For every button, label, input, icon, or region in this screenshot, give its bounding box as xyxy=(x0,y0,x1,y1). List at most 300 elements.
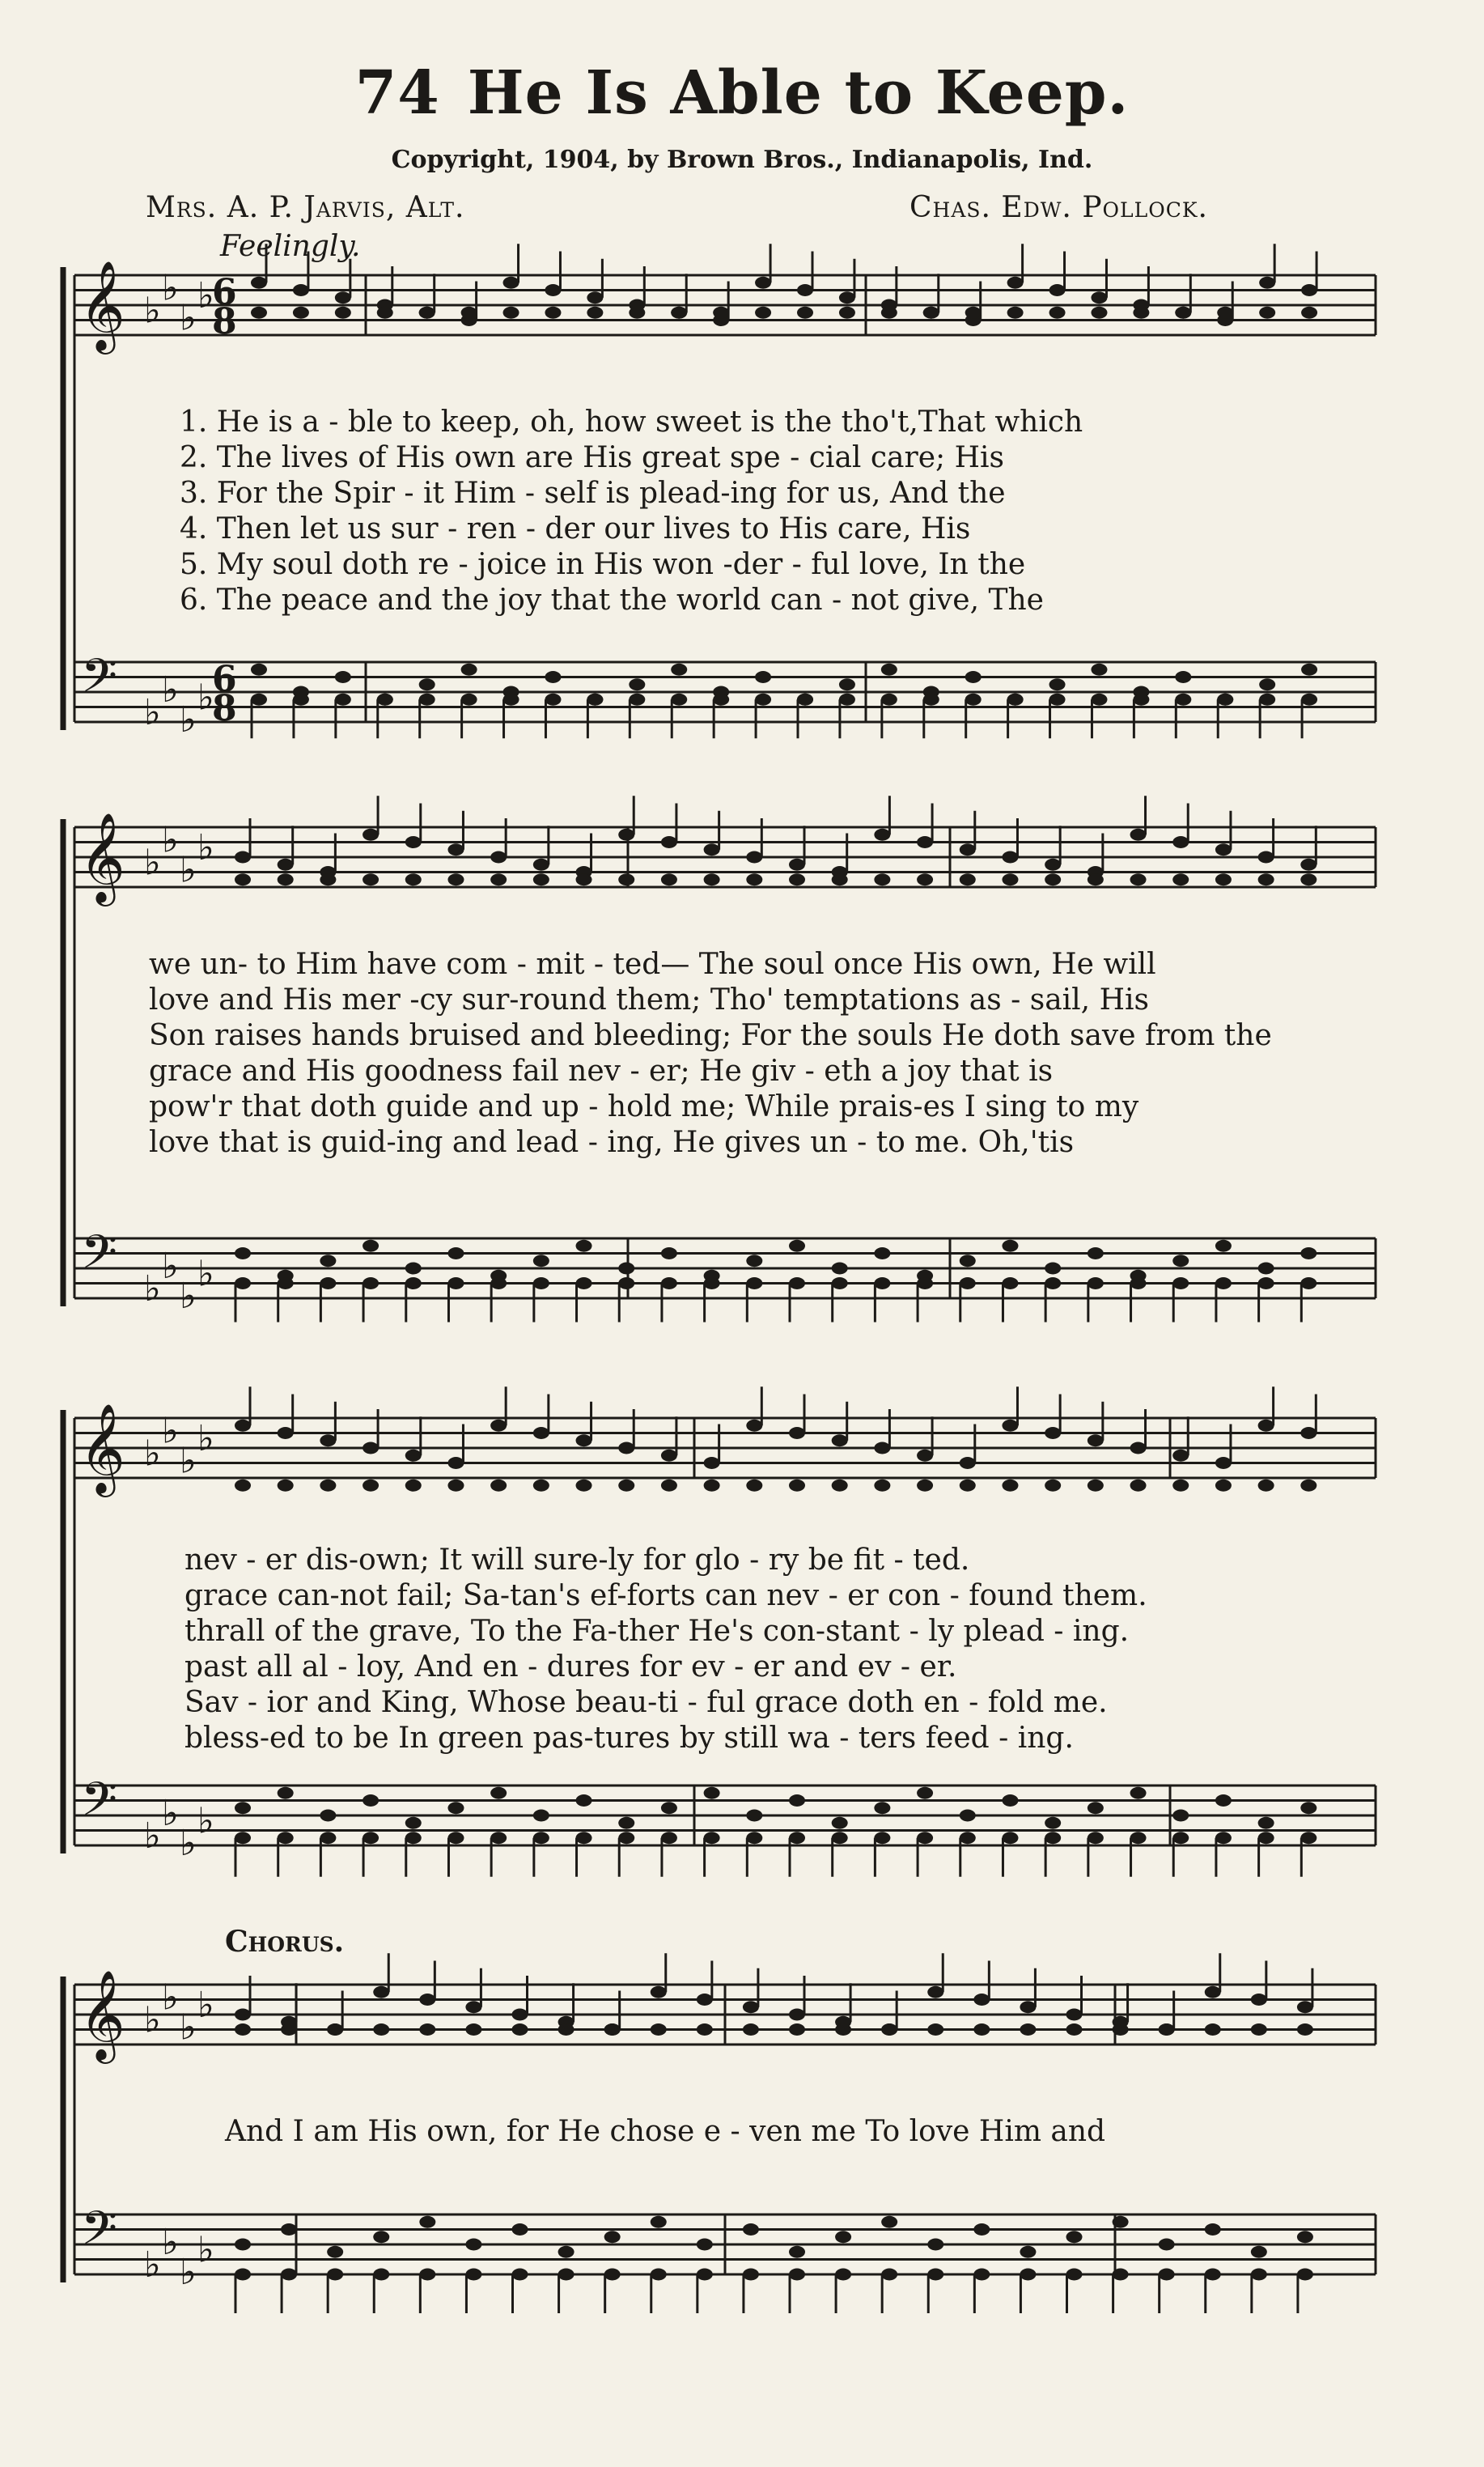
bass-flat-icon: ♭ xyxy=(197,677,214,719)
bass-notehead xyxy=(447,1247,464,1259)
treble-notehead xyxy=(1251,1994,1267,2006)
tempo-marking: Feelingly. xyxy=(220,230,361,263)
bass-notehead xyxy=(1259,694,1275,706)
bass-notehead xyxy=(713,694,729,706)
bass-notehead xyxy=(832,1832,848,1844)
treble-notehead xyxy=(335,291,351,304)
bass-notehead xyxy=(1175,694,1191,706)
treble-flat-icon: ♭ xyxy=(180,297,197,339)
treble-notehead xyxy=(447,1457,464,1469)
treble-notehead xyxy=(533,859,549,871)
bass-notehead xyxy=(960,1832,976,1844)
bass-flat-icon: ♭ xyxy=(197,1253,214,1295)
treble-notehead xyxy=(327,2023,343,2036)
lyric-line: 4. Then let us sur - ren - der our lives to His care, His xyxy=(180,512,971,546)
bass-notehead xyxy=(1172,1810,1189,1822)
treble-notehead xyxy=(618,1442,634,1454)
bass-notehead xyxy=(373,2231,389,2243)
treble-notehead xyxy=(1300,1480,1317,1492)
treble-notehead xyxy=(973,2023,990,2036)
treble-notehead xyxy=(697,2023,713,2036)
treble-notehead xyxy=(713,307,729,319)
bass-notehead xyxy=(1088,1832,1104,1844)
bass-notehead xyxy=(1258,1832,1274,1844)
bass-notehead xyxy=(832,1263,848,1275)
treble-notehead xyxy=(917,1480,933,1492)
bass-notehead xyxy=(320,1810,336,1822)
treble-notehead xyxy=(618,1480,634,1492)
treble-notehead xyxy=(447,1480,464,1492)
treble-notehead xyxy=(235,2023,251,2036)
bass-notehead xyxy=(1297,2231,1313,2243)
treble-notehead xyxy=(1159,2023,1175,2036)
bass-notehead xyxy=(512,2269,528,2281)
treble-notehead xyxy=(874,1480,890,1492)
treble-notehead xyxy=(1049,307,1066,319)
bass-notehead xyxy=(447,1277,464,1289)
bass-notehead xyxy=(604,2269,621,2281)
treble-notehead xyxy=(1002,851,1018,864)
treble-notehead xyxy=(251,307,267,319)
treble-notehead xyxy=(1002,873,1018,885)
bass-notehead xyxy=(789,1832,805,1844)
bass-flat-icon: ♭ xyxy=(180,1823,197,1864)
bass-notehead xyxy=(533,1277,549,1289)
time-signature-bottom: 8 xyxy=(212,688,237,729)
treble-notehead xyxy=(874,873,890,885)
treble-notehead xyxy=(704,1480,720,1492)
bass-notehead xyxy=(558,2269,575,2281)
bass-notehead xyxy=(881,2269,897,2281)
treble-notehead xyxy=(923,307,939,319)
bass-notehead xyxy=(235,1802,251,1814)
treble-notehead xyxy=(1130,873,1147,885)
bass-notehead xyxy=(1258,1817,1274,1829)
treble-notehead xyxy=(465,2001,481,2013)
treble-notehead xyxy=(704,843,720,856)
treble-notehead xyxy=(1172,1450,1189,1462)
lyric-line: Son raises hands bruised and bleeding; For the souls He doth save from the xyxy=(149,1019,1272,1052)
treble-notehead xyxy=(1049,284,1066,296)
treble-notehead xyxy=(1205,1986,1221,1998)
treble-notehead xyxy=(1002,1480,1018,1492)
lyric-line: 3. For the Spir - it Him - self is plead-ing for us, And the xyxy=(180,477,1006,510)
treble-notehead xyxy=(1217,307,1233,319)
treble-notehead xyxy=(1091,307,1107,319)
treble-notehead xyxy=(704,1457,720,1469)
treble-notehead xyxy=(373,1986,389,1998)
bass-notehead xyxy=(278,1277,294,1289)
lyric-line: 1. He is a - ble to keep, oh, how sweet is the tho't,That which xyxy=(180,406,1083,439)
bass-notehead xyxy=(1088,1277,1104,1289)
lyric-line: thrall of the grave, To the Fa-ther He's con-stant - ly plead - ing. xyxy=(184,1615,1130,1648)
bass-notehead xyxy=(293,694,309,706)
treble-notehead xyxy=(1020,2001,1036,2013)
lyric-line: we un- to Him have com - mit - ted— The soul once His own, He will xyxy=(149,948,1156,981)
treble-notehead xyxy=(1259,277,1275,289)
bass-notehead xyxy=(1049,694,1066,706)
treble-notehead xyxy=(839,307,855,319)
treble-notehead xyxy=(1258,851,1274,864)
bass-notehead xyxy=(746,1810,762,1822)
treble-notehead xyxy=(405,873,422,885)
bass-notehead xyxy=(251,694,267,706)
treble-notehead xyxy=(1175,307,1191,319)
bass-flat-icon: ♭ xyxy=(180,699,197,741)
bass-notehead xyxy=(320,1277,336,1289)
treble-notehead xyxy=(1215,843,1232,856)
bass-notehead xyxy=(363,1240,379,1252)
treble-notehead xyxy=(1301,307,1317,319)
treble-notehead xyxy=(545,284,561,296)
bass-notehead xyxy=(755,694,771,706)
treble-clef-icon: 𝄞 xyxy=(79,812,125,902)
copyright-notice: Copyright, 1904, by Brown Bros., Indianapolis, Ind. xyxy=(391,146,1093,174)
bass-notehead xyxy=(576,1832,592,1844)
bass-notehead xyxy=(251,664,267,676)
bass-notehead xyxy=(1300,1832,1317,1844)
bass-notehead xyxy=(1258,1263,1274,1275)
bass-flat-icon: ♭ xyxy=(162,1793,179,1834)
bass-notehead xyxy=(1215,1277,1232,1289)
treble-notehead xyxy=(1130,1480,1147,1492)
bass-notehead xyxy=(960,1255,976,1267)
bass-notehead xyxy=(604,2231,621,2243)
treble-notehead xyxy=(576,1434,592,1446)
treble-notehead xyxy=(917,1450,933,1462)
bass-notehead xyxy=(1215,1240,1232,1252)
treble-notehead xyxy=(405,836,422,848)
bass-notehead xyxy=(697,2239,713,2251)
treble-notehead xyxy=(363,1480,379,1492)
treble-notehead xyxy=(629,307,645,319)
treble-notehead xyxy=(960,843,976,856)
treble-notehead xyxy=(789,2009,805,2021)
treble-notehead xyxy=(960,873,976,885)
treble-notehead xyxy=(235,851,251,864)
bass-notehead xyxy=(447,1802,464,1814)
treble-notehead xyxy=(973,1994,990,2006)
bass-notehead xyxy=(1205,2223,1221,2236)
bass-notehead xyxy=(1300,1247,1317,1259)
bass-notehead xyxy=(743,2223,759,2236)
bass-notehead xyxy=(235,2239,251,2251)
treble-notehead xyxy=(320,1480,336,1492)
bass-notehead xyxy=(927,2269,943,2281)
treble-notehead xyxy=(576,873,592,885)
bass-flat-icon: ♭ xyxy=(197,2229,214,2271)
treble-notehead xyxy=(405,1480,422,1492)
bass-notehead xyxy=(576,1240,592,1252)
treble-notehead xyxy=(917,873,933,885)
treble-notehead xyxy=(671,307,687,319)
treble-flat-icon: ♭ xyxy=(162,1977,179,2019)
bass-notehead xyxy=(746,1255,762,1267)
treble-notehead xyxy=(743,2001,759,2013)
treble-notehead xyxy=(1251,2023,1267,2036)
bass-notehead xyxy=(405,1817,422,1829)
bass-notehead xyxy=(320,1832,336,1844)
bass-notehead xyxy=(490,1277,507,1289)
lyric-line: pow'r that doth guide and up - hold me; While prais-es I sing to my xyxy=(149,1090,1139,1123)
treble-notehead xyxy=(1130,1442,1147,1454)
treble-flat-icon: ♭ xyxy=(144,290,161,332)
treble-notehead xyxy=(1215,1480,1232,1492)
bass-notehead xyxy=(839,694,855,706)
treble-notehead xyxy=(363,1442,379,1454)
bass-notehead xyxy=(1301,664,1317,676)
treble-notehead xyxy=(576,1480,592,1492)
treble-notehead xyxy=(835,2023,851,2036)
treble-notehead xyxy=(235,1420,251,1432)
bass-notehead xyxy=(704,1277,720,1289)
treble-flat-icon: ♭ xyxy=(144,1999,161,2041)
treble-notehead xyxy=(533,1427,549,1439)
bass-notehead xyxy=(461,664,477,676)
bass-notehead xyxy=(797,694,813,706)
bass-notehead xyxy=(618,1832,634,1844)
lyric-line: nev - er dis-own; It will sure-ly for glo - ry be fit - ted. xyxy=(184,1543,970,1577)
treble-notehead xyxy=(1066,2009,1083,2021)
treble-notehead xyxy=(927,1986,943,1998)
bass-flat-icon: ♭ xyxy=(197,1800,214,1842)
bass-notehead xyxy=(973,2269,990,2281)
bass-notehead xyxy=(1091,694,1107,706)
treble-notehead xyxy=(651,2023,667,2036)
bass-notehead xyxy=(965,694,982,706)
treble-notehead xyxy=(1300,1427,1317,1439)
treble-notehead xyxy=(743,2023,759,2036)
treble-notehead xyxy=(874,829,890,841)
bass-notehead xyxy=(327,2269,343,2281)
treble-notehead xyxy=(789,1427,805,1439)
treble-notehead xyxy=(1088,1434,1104,1446)
bass-notehead xyxy=(405,1277,422,1289)
bass-notehead xyxy=(1002,1277,1018,1289)
bass-notehead xyxy=(661,1802,677,1814)
lyric-line: Sav - ior and King, Whose beau-ti - ful grace doth en - fold me. xyxy=(184,1686,1108,1719)
bass-notehead xyxy=(917,1787,933,1799)
bass-notehead xyxy=(1130,1787,1147,1799)
bass-notehead xyxy=(1300,1802,1317,1814)
bass-notehead xyxy=(1088,1802,1104,1814)
treble-flat-icon: ♭ xyxy=(180,2006,197,2049)
treble-notehead xyxy=(1091,291,1107,304)
bass-notehead xyxy=(1020,2246,1036,2258)
treble-notehead xyxy=(1066,2023,1083,2036)
treble-notehead xyxy=(1007,307,1024,319)
bass-flat-icon: ♭ xyxy=(144,691,161,733)
treble-notehead xyxy=(618,829,634,841)
treble-notehead xyxy=(704,873,720,885)
treble-notehead xyxy=(965,307,982,319)
treble-notehead xyxy=(533,873,549,885)
bass-notehead xyxy=(1172,1255,1189,1267)
bass-notehead xyxy=(743,2269,759,2281)
hymn-title-text: He Is Able to Keep. xyxy=(467,58,1130,128)
bass-notehead xyxy=(629,678,645,690)
bass-notehead xyxy=(960,1810,976,1822)
lyric-line: 5. My soul doth re - joice in His won -der - ful love, In the xyxy=(180,548,1026,581)
bass-notehead xyxy=(490,1832,507,1844)
lyric-line: 2. The lives of His own are His great spe - cial care; His xyxy=(180,441,1004,474)
bass-flat-icon: ♭ xyxy=(162,2222,179,2263)
bass-clef-icon: 𝄢 xyxy=(81,648,118,715)
treble-notehead xyxy=(1297,2001,1313,2013)
lyric-line: past all al - loy, And en - dures for ev - er and ev - er. xyxy=(184,1650,957,1684)
bass-notehead xyxy=(789,1240,805,1252)
treble-notehead xyxy=(927,2023,943,2036)
treble-notehead xyxy=(1045,859,1061,871)
treble-notehead xyxy=(447,873,464,885)
treble-flat-icon: ♭ xyxy=(197,1984,214,2026)
treble-notehead xyxy=(874,1442,890,1454)
treble-notehead xyxy=(1045,1480,1061,1492)
bass-notehead xyxy=(465,2269,481,2281)
bass-notehead xyxy=(576,1794,592,1807)
bass-notehead xyxy=(1251,2246,1267,2258)
treble-notehead xyxy=(503,307,519,319)
bass-notehead xyxy=(1045,1263,1061,1275)
bass-notehead xyxy=(327,2246,343,2258)
bass-notehead xyxy=(1172,1832,1189,1844)
bass-notehead xyxy=(1091,664,1107,676)
treble-notehead xyxy=(1258,873,1274,885)
bass-notehead xyxy=(1215,1832,1232,1844)
bass-notehead xyxy=(832,1277,848,1289)
treble-flat-icon: ♭ xyxy=(162,819,179,861)
bass-notehead xyxy=(1045,1817,1061,1829)
bass-notehead xyxy=(1259,678,1275,690)
bass-notehead xyxy=(874,1802,890,1814)
bass-notehead xyxy=(1159,2239,1175,2251)
bass-notehead xyxy=(618,1263,634,1275)
bass-notehead xyxy=(832,1817,848,1829)
bass-flat-icon: ♭ xyxy=(162,669,179,711)
bass-notehead xyxy=(1066,2231,1083,2243)
treble-notehead xyxy=(235,1480,251,1492)
bass-notehead xyxy=(661,1277,677,1289)
bass-notehead xyxy=(235,1832,251,1844)
treble-notehead xyxy=(1205,2023,1221,2036)
bass-notehead xyxy=(1130,1832,1147,1844)
treble-notehead xyxy=(661,1450,677,1462)
treble-notehead xyxy=(881,2023,897,2036)
treble-notehead xyxy=(797,284,813,296)
bass-notehead xyxy=(278,1787,294,1799)
bass-notehead xyxy=(697,2269,713,2281)
treble-notehead xyxy=(1130,829,1147,841)
lyric-line: 6. The peace and the joy that the world can - not give, The xyxy=(180,584,1044,617)
treble-notehead xyxy=(1258,1480,1274,1492)
bass-notehead xyxy=(576,1277,592,1289)
bass-notehead xyxy=(746,1277,762,1289)
treble-notehead xyxy=(251,277,267,289)
bass-notehead xyxy=(461,694,477,706)
bass-notehead xyxy=(558,2246,575,2258)
treble-notehead xyxy=(320,1434,336,1446)
bass-notehead xyxy=(704,1787,720,1799)
treble-notehead xyxy=(1258,1420,1274,1432)
bass-notehead xyxy=(1002,1794,1018,1807)
bass-notehead xyxy=(835,2231,851,2243)
bass-notehead xyxy=(533,1255,549,1267)
bass-flat-icon: ♭ xyxy=(180,2252,197,2293)
treble-clef-icon: 𝄞 xyxy=(79,260,125,350)
treble-notehead xyxy=(755,307,771,319)
bass-notehead xyxy=(419,694,435,706)
treble-notehead xyxy=(293,284,309,296)
bass-notehead xyxy=(363,1277,379,1289)
treble-notehead xyxy=(618,873,634,885)
treble-notehead xyxy=(746,851,762,864)
bass-notehead xyxy=(1133,694,1149,706)
lyric-line: grace can-not fail; Sa-tan's ef-forts can nev - er con - found them. xyxy=(184,1579,1147,1612)
lyric-line: love that is guid-ing and lead - ing, He gives un - to me. Oh,'tis xyxy=(149,1126,1075,1159)
bass-notehead xyxy=(512,2223,528,2236)
lyric-line: bless-ed to be In green pas-tures by still wa - ters feed - ing. xyxy=(184,1722,1074,1755)
bass-notehead xyxy=(405,1263,422,1275)
bass-notehead xyxy=(1113,2269,1129,2281)
treble-flat-icon: ♭ xyxy=(162,267,179,309)
bass-notehead xyxy=(533,1810,549,1822)
treble-notehead xyxy=(587,291,603,304)
treble-notehead xyxy=(278,1427,294,1439)
bass-notehead xyxy=(447,1832,464,1844)
treble-notehead xyxy=(363,873,379,885)
treble-notehead xyxy=(789,1480,805,1492)
lyric-line: And I am His own, for He chose e - ven me To love Him and xyxy=(225,2115,1106,2148)
bass-notehead xyxy=(789,1277,805,1289)
bass-notehead xyxy=(618,1277,634,1289)
bass-notehead xyxy=(419,2269,435,2281)
bass-notehead xyxy=(533,1832,549,1844)
treble-notehead xyxy=(405,1450,422,1462)
bass-notehead xyxy=(278,1832,294,1844)
bass-flat-icon: ♭ xyxy=(180,1276,197,1317)
bass-notehead xyxy=(320,1255,336,1267)
bass-notehead xyxy=(1159,2269,1175,2281)
treble-notehead xyxy=(235,2009,251,2021)
bass-notehead xyxy=(235,1277,251,1289)
treble-notehead xyxy=(1215,873,1232,885)
treble-notehead xyxy=(1045,1427,1061,1439)
treble-notehead xyxy=(789,873,805,885)
treble-notehead xyxy=(1133,307,1149,319)
treble-notehead xyxy=(604,2023,621,2036)
bass-notehead xyxy=(881,2216,897,2228)
treble-notehead xyxy=(1113,2023,1129,2036)
bass-notehead xyxy=(503,694,519,706)
bass-notehead xyxy=(363,1832,379,1844)
bass-notehead xyxy=(789,2246,805,2258)
bass-notehead xyxy=(587,694,603,706)
treble-notehead xyxy=(278,859,294,871)
bass-notehead xyxy=(1217,694,1233,706)
treble-notehead xyxy=(661,836,677,848)
treble-notehead xyxy=(447,843,464,856)
bass-notehead xyxy=(618,1817,634,1829)
treble-clef-icon: 𝄞 xyxy=(79,1403,125,1493)
treble-notehead xyxy=(490,851,507,864)
bass-notehead xyxy=(1002,1240,1018,1252)
treble-notehead xyxy=(651,1986,667,1998)
treble-notehead xyxy=(377,307,393,319)
bass-notehead xyxy=(235,2269,251,2281)
bass-notehead xyxy=(835,2269,851,2281)
treble-notehead xyxy=(1088,1480,1104,1492)
treble-notehead xyxy=(661,1480,677,1492)
